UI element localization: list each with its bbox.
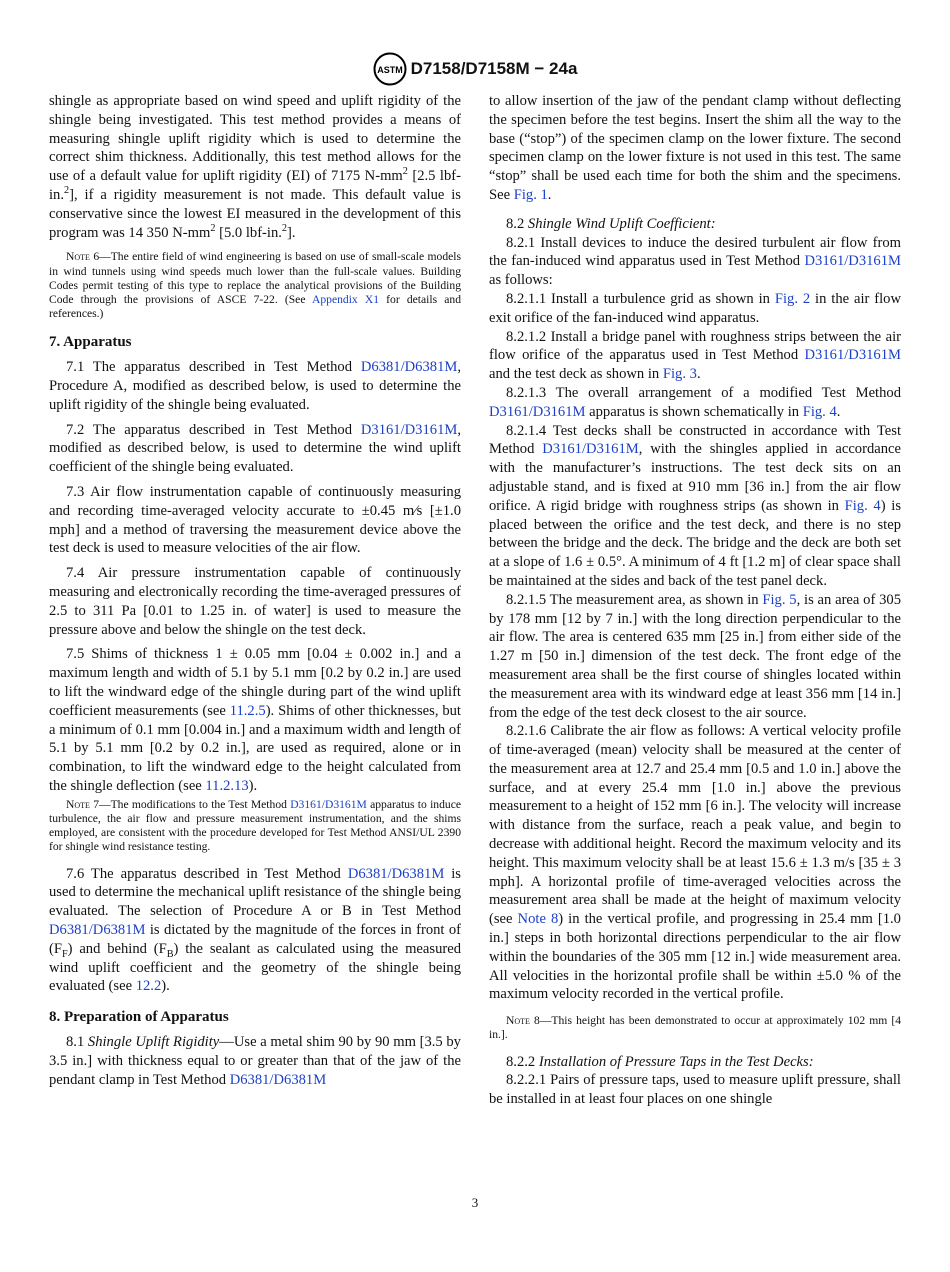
link-fig-3[interactable]: Fig. 3 — [662, 366, 697, 383]
paragraph-6-cont: shingle as appropriate based on wind speed and uplift rigidity of the shingle being investigated. This test method provides a means of measuring shingle uplift rigidity which is used to determine the correct shim thickness. Additionally, this test method allows for the use of a default value for uplift rigidity (EI) of 7175 $N-mm^2$ [2.5 lbf-in.$^2$], if a rigidity measurement is not made. This default value is conservative since the lowest EI measured in the development of this program was 14 350 $N-mm^2$ [5.0 lbf-in.$^2$]. — [49, 93, 461, 241]
right-column — [489, 92, 901, 1109]
paragraph-7-4: 7.4 Air pressure instrumentation capable of continuously measuring and electronically recording the time-averaged pressures of 2.5 to 311 Pa [0.01 to 1.25 in. of water] is used to measure the pressure above and below the shingle on the test deck. — [49, 565, 461, 638]
link-fig-2[interactable]: Fig. 2 — [774, 290, 811, 307]
paragraph-8-2-2-1: 8.2.2.1 Pairs of pressure taps, used to measure uplift pressure, shall be installed in at least four places on one shingle — [489, 1072, 901, 1108]
paragraph-7-1: 7.1 The apparatus described in Test Method D6381/D6381M, Procedure A, modified as described below, is used to determine the uplift rigidity of the shingle being evaluated. — [49, 359, 461, 413]
paragraph-8-2-1-1: 8.2.1.1 Install a turbulence grid as shown in Fig. 2 in the air flow exit orifice of the fan-induced wind apparatus. — [489, 290, 902, 326]
link-d6381[interactable]: D6381/D6381M — [360, 359, 458, 376]
link-appendix-x1[interactable]: Appendix X1 — [311, 292, 380, 306]
paragraph-7-6: 7.6 The apparatus described in Test Method D6381/D6381M is used to determine the mechanical uplift resistance of the shingle being evaluated. The selection of Procedure A or B in Test Method D6381/D6381M is dictated by the magnitude of the forces in front of $(F_F)$ and behind $(F_B)$ the sealant as calculated using the measured wind uplift coefficient and the geometry of the shingle being evaluated (see 12.2). — [49, 865, 461, 995]
paragraph-8-1-cont: to allow insertion of the jaw of the pendant clamp without deflecting the specimen before the test begins. Insert the shim all the way to the base (“stop”) of the specimen clamp on the lower fixture. The second specimen clamp on the lower fixture is not used in this test. The same “stop” shall be used each time for both the shim and the specimens. See Fig. 1. — [489, 93, 901, 203]
link-12-2[interactable]: 12.2 — [135, 978, 162, 995]
section-7-heading: 7. Apparatus — [49, 334, 132, 351]
document-designation: D7158/D7158M − 24a — [410, 59, 578, 78]
link-11-2-5[interactable]: 11.2.5 — [229, 702, 266, 719]
svg-text:ASTM: ASTM — [376, 65, 403, 75]
section-8-heading: 8. Preparation of Apparatus — [49, 1009, 229, 1026]
page-header — [0, 52, 950, 86]
paragraph-8-2-1-6: 8.2.1.6 Calibrate the air flow as follows: A vertical velocity profile of time-averaged (mean) velocity shall be measured at the center of the measurement area at 12.7 and 25.4 mm [0.5 and 1.0 in.] above the surface, and at every 25.4 mm [1.0 in.] above the previous measurement to a height of 152 mm [6 in.]. The velocity will increase with distance from the surface, reach a peak value, and begin to decrease with additional height. Record the maximum velocity and its height. This maximum velocity shall be at least 15.6 ± 1.3 m/s [35 ± 3 mph]. A horizontal profile of time-averaged velocities across the measurement area shall be made at the height of maximum velocity (see Note 8) in the vertical profile, and progressing in 25.4 mm [1.0 in.] steps in both horizontal directions perpendicular to the air flow within the boundaries of the 305 mm [12 in.] wide measurement area. All velocities in the horizontal profile shall be within ±5.0 % of the maximum velocity recorded in the vertical profile. — [489, 723, 901, 1003]
link-fig-5[interactable]: Fig. 5 — [762, 591, 797, 608]
link-d3161-8-2-1-4[interactable]: D3161/D3161M — [542, 441, 639, 458]
link-11-2-13[interactable]: 11.2.13 — [205, 777, 249, 794]
paragraph-8-2-1-4: 8.2.1.4 Test decks shall be constructed in accordance with Test Method D3161/D3161M, with the shingles applied in accordance with the manufacturer’s instructions. The test deck sits on an adjustable stand, and is fixed at 910 mm [36 in.] from the air flow orifice. A rigid bridge with roughness strips (as shown in Fig. 4) is placed between the orifice and the test deck, and there is no step between the bridge and the deck. The bridge and the deck are both set at a slope of 1.6 ± 0.5°. A minimum of 4 ft [1.2 m] of clear space shall be maintained at the sides and back of the test panel deck. — [489, 422, 901, 589]
paragraph-8-2-1-5: 8.2.1.5 The measurement area, as shown in Fig. 5, is an area of 305 by 178 mm [12 by 7 in.] with the long direction perpendicular to the air flow. The area is centered 635 mm [25 in.] from either side of the 1.27 m [50 in.] dimension of the test deck. The front edge of the measurement area shall be the first course of shingles located within the measurement area with its windward edge at least 356 mm [14 in.] from the edge of the test deck closest to the air source. — [489, 591, 901, 721]
paragraph-7-3: 7.3 Air flow instrumentation capable of continuously measuring and recording time-averaged velocity accurate to ±0.45 m⁄s [±1.0 mph] and a method of traversing the measurement device above the test deck is used to measure velocities of the air flow. — [49, 483, 461, 557]
paragraph-7-5: 7.5 Shims of thickness 1 ± 0.05 mm [0.04 ± 0.002 in.] and a maximum length and width of 5.1 by 5.1 mm [0.2 by 0.2 in.] are used to lift the windward edge of the shingle during part of the wind uplift coefficient measurements (see 11.2.5). Shims of other thicknesses, but a minimum of 0.1 mm [0.004 in.] and a maximum width and length of 5.1 by 5.1 mm [0.2 by 0.2 in.], are used as required, alone or in combination, to lift the windward edge to the height calculated from the shingle deflection (see 11.2.13). — [49, 646, 461, 794]
link-d3161-8-2-1-2[interactable]: D3161/D3161M — [804, 347, 901, 364]
link-d6381-b[interactable]: D6381/D6381M — [49, 921, 146, 938]
link-d6381-8-1[interactable]: D6381/D6381M — [229, 1071, 327, 1088]
link-d6381-a[interactable]: D6381/D6381M — [347, 865, 445, 882]
link-d3161-8-2-1-3[interactable]: D3161/D3161M — [489, 403, 586, 420]
paragraph-8-2: 8.2 Shingle Wind Uplift Coefficient: — [506, 215, 716, 232]
link-fig-4[interactable]: Fig. 4 — [802, 403, 837, 420]
left-column — [49, 92, 461, 1095]
link-fig-1[interactable]: Fig. 1 — [513, 186, 548, 203]
link-fig-4-b[interactable]: Fig. 4 — [844, 497, 881, 514]
link-note-8[interactable]: Note 8 — [517, 911, 559, 928]
paragraph-7-2: 7.2 The apparatus described in Test Method D3161/D3161M, modified as described below, is used to determine the wind uplift coefficient of the shingle being evaluated. — [49, 421, 461, 476]
paragraph-8-1: 8.1 Shingle Uplift Rigidity—Use a metal shim 90 by 90 mm [3.5 by 3.5 in.] with thickness equal to or greater than that of the jaw of the pendant clamp in Test Method D6381/D6381M — [49, 1033, 461, 1088]
astm-logo-icon — [373, 52, 407, 86]
link-d3161[interactable]: D3161/D3161M — [360, 421, 458, 438]
note-7: Note 7—The modifications to the Test Method D3161/D3161M apparatus to induce turbulence, the air flow and pressure measurement instrumentation, and the shims employed, are consistent with the procedure developed for Test Method ANSI/UL 2390 for shingle wind resistance testing. — [49, 797, 461, 854]
paragraph-8-2-1: 8.2.1 Install devices to induce the desired turbulent air flow from the fan-induced wind apparatus used in Test Method D3161/D3161M as follows: — [489, 234, 901, 289]
link-d3161-note7[interactable]: D3161/D3161M — [290, 797, 367, 811]
note-8: Note 8—This height has been demonstrated to occur at approximately 102 mm [4 in.]. — [489, 1014, 901, 1042]
page-number: 3 — [471, 1195, 479, 1210]
note-6: Note 6—The entire field of wind engineering is based on use of small-scale models in wind tunnels using wind speeds much lower than the full-scale values. Building Codes permit testing of this type to replace the analytical provisions of the Building Code through the provisions of ASCE 7-22. (See Appendix X1 for details and references.) — [49, 250, 462, 321]
link-d3161-8-2-1[interactable]: D3161/D3161M — [804, 253, 901, 270]
paragraph-8-2-1-2: 8.2.1.2 Install a bridge panel with roughness strips between the air flow orifice of the apparatus used in Test Method D3161/D3161M and the test deck as shown in Fig. 3. — [489, 328, 901, 383]
paragraph-8-2-2: 8.2.2 Installation of Pressure Taps in the Test Decks: — [506, 1053, 814, 1070]
paragraph-8-2-1-3: 8.2.1.3 The overall arrangement of a modified Test Method D3161/D3161M apparatus is shown schematically in Fig. 4. — [489, 384, 901, 420]
